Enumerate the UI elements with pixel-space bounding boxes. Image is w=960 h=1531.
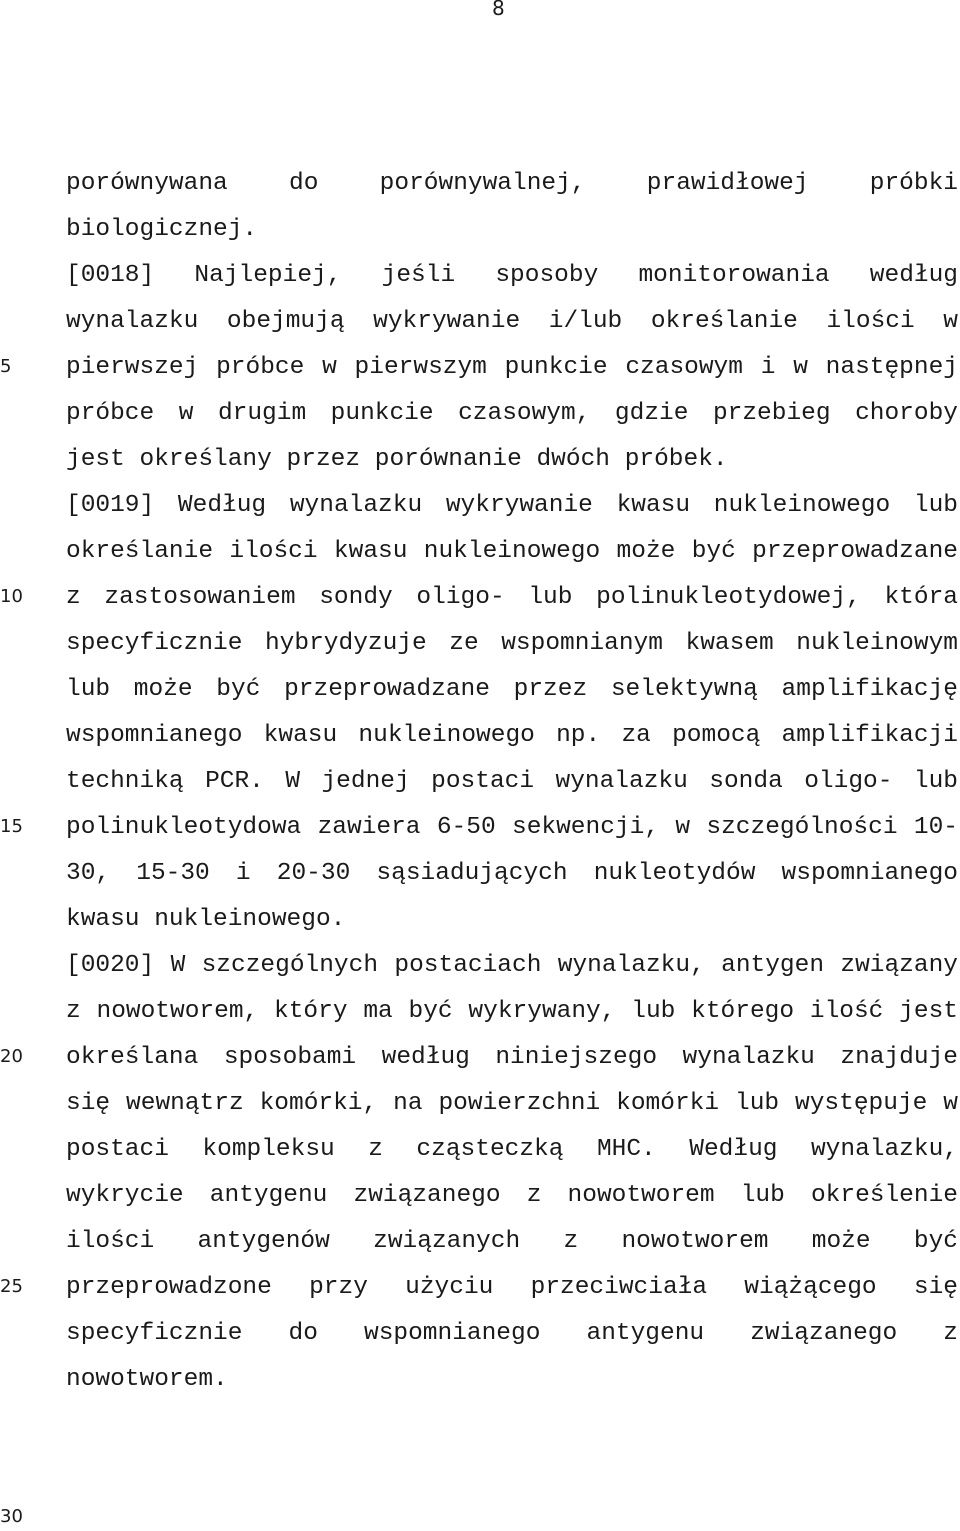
paragraph-text: W szczególnych postaciach wynalazku, antygen związany z nowotworem, który ma być wykrywany, lub którego ilość jest określana sposobami według niniejszego wynalazku znajduje się wewnątrz komórki, na powierzchni komórki lub występuje w postaci kompleksu z cząsteczką MHC. Według wynalazku, wykrycie antygenu związanego z nowotworem lub określenie ilości antygenów związanych z nowotworem może być przeprowadzone przy użyciu przeciwciała wiążącego się specyficznie do wspomnianego antygenu związanego z nowotworem. [66,952,958,1393]
page-number: 8 [492,0,505,20]
line-number: 20 [0,1046,23,1067]
line-number: 30 [0,1506,23,1527]
paragraph-0020 [66,943,958,1403]
paragraph-0018 [66,253,958,483]
paragraph-text: Według wynalazku wykrywanie kwasu nukleinowego lub określanie ilości kwasu nukleinowego może być przeprowadzane z zastosowaniem sondy oligo- lub polinukleotydowej, która specyficznie hybrydyzuje ze wspomnianym kwasem nukleinowym lub może być przeprowadzane przez selektywną amplifikację wspomnianego kwasu nukleinowego np. za pomocą amplifikacji techniką PCR. W jednej postaci wynalazku sonda oligo- lub polinukleotydowa zawiera 6-50 sekwencji, w szczególności 10-30, 15-30 i 20-30 sąsiadujących nukleotydów wspomnianego kwasu nukleinowego. [66,492,959,933]
paragraph-text: Najlepiej, jeśli sposoby monitorowania według wynalazku obejmują wykrywanie i/lub określanie ilości w pierwszej próbce w pierwszym punkcie czasowym i w następnej próbce w drugim punkcie czasowym, gdzie przebieg choroby jest określany przez porównanie dwóch próbek. [66,262,959,473]
line-number: 25 [0,1276,23,1297]
paragraph-id: [0019] [66,492,155,519]
line-number: 15 [0,816,23,837]
line-number: 5 [0,356,12,377]
document-body [66,161,958,1403]
paragraph-text: porównywana do porównywalnej, prawidłowej próbki biologicznej. [66,170,958,243]
line-number: 10 [0,586,23,607]
line-number-column [0,0,40,1531]
paragraph [66,161,958,253]
paragraph-0019 [66,483,958,943]
paragraph-id: [0020] [66,952,155,979]
paragraph-id: [0018] [66,262,155,289]
